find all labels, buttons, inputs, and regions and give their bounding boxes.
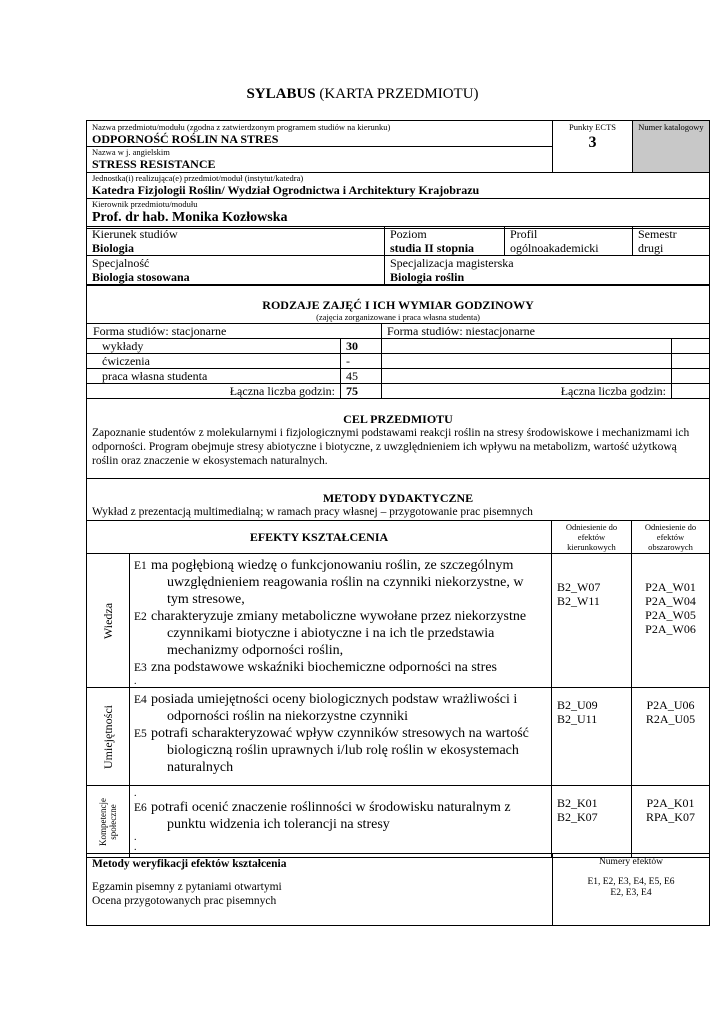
- goal-text: Zapoznanie studentów z molekularnymi i fizjologicznymi podstawami reakcji roślin na stresy środowiskowe i mechanizmami ich odporności. Program obejmuje stresy abiotyczne i biotyczne, z uwzględnieniem ich wpływu na metabolizm, wartość użytkową roślin oraz znaczenie w ekosystemach naturalnych.: [92, 427, 690, 467]
- course-head-label: Kierownik przedmiotu/modułu: [92, 199, 198, 209]
- total-hours-label-ns: Łączna liczba godzin:: [560, 384, 666, 398]
- field-refs-header: Odniesienie do efektów kierunkowych: [565, 522, 618, 552]
- ects-value: 3: [588, 134, 597, 151]
- effect-code: E2: [134, 611, 147, 623]
- profile-value: ogólnoakademicki: [510, 241, 599, 255]
- goal-methods-table: [86, 398, 710, 521]
- header-table: [86, 120, 710, 229]
- effect-group-row: [87, 554, 710, 688]
- area-refs-header: Odniesienie do efektów obszarowych: [644, 522, 697, 552]
- specialty-value: Biologia stosowana: [92, 270, 190, 284]
- class-row: [87, 369, 710, 384]
- effect-code: E1: [134, 560, 147, 572]
- class-hours: 30: [346, 339, 358, 353]
- class-row: [87, 339, 710, 354]
- total-hours-label: Łączna liczba godzin:: [229, 384, 335, 398]
- field-label: Kierunek studiów: [92, 227, 178, 241]
- effects-title: EFEKTY KSZTAŁCENIA: [249, 530, 389, 544]
- effects-table: [86, 520, 710, 858]
- stationary-label: Forma studiów: stacjonarne: [93, 324, 227, 338]
- effect-numbers: E2, E3, E4: [610, 888, 652, 898]
- total-hours-value: 75: [346, 384, 358, 398]
- effect-item: [134, 659, 547, 677]
- unit-label: Jednostka(i) realizująca(e) przedmiot/moduł (instytut/katedra): [92, 173, 304, 183]
- goal-title: CEL PRZEDMIOTU: [343, 412, 453, 426]
- verification-table: [86, 853, 710, 926]
- field-refs: B2_K01 B2_K07: [552, 786, 632, 858]
- classes-table: [86, 285, 710, 399]
- effect-text: charakteryzuje zmiany metaboliczne wywołane przez niekorzystne czynnikami biotyczne i abiotyczne i na ich tle przedstawia mechanizmy odporności roślin,: [151, 609, 527, 658]
- effect-text: potrafi scharakteryzować wpływ czynników stresowych na wartość biologiczną roślin uprawnych i/lub rolę roślin w ekosystemach naturalnych: [151, 726, 529, 775]
- specialty-label: Specjalność: [92, 256, 150, 270]
- effect-text: potrafi ocenić znaczenie roślinności w środowisku naturalnym z punktu widzenia ich tolerancji na stresy: [151, 800, 511, 832]
- effect-item: [134, 799, 547, 833]
- ects-label: Punkty ECTS: [569, 122, 616, 132]
- class-type-label: ćwiczenia: [102, 354, 150, 368]
- master-spec-label: Specjalizacja magisterska: [390, 256, 514, 270]
- methods-text: Wykład z prezentacją multimedialną; w ramach pracy własnej – przygotowanie prac pisemnych: [92, 506, 533, 518]
- effect-text: zna podstawowe wskaźniki biochemiczne odporności na stres: [151, 660, 498, 675]
- unit-value: Katedra Fizjologii Roślin/ Wydział Ogrodnictwa i Architektury Krajobrazu: [92, 183, 480, 197]
- effect-text: ma pogłębioną wiedzę o funkcjonowaniu roślin, ze szczególnym uwzględnieniem reagowania roślin na czynniki niekorzystne, w tym stresowe,: [151, 558, 524, 607]
- nonstationary-label: Forma studiów: niestacjonarne: [387, 324, 535, 338]
- effect-filler-dot: . .: [134, 832, 137, 853]
- semester-label: Semestr: [638, 227, 677, 241]
- class-hours: 45: [346, 369, 358, 383]
- level-label: Poziom: [390, 227, 427, 241]
- english-name-label: Nazwa w j. angielskim: [92, 147, 170, 157]
- verification-line: Ocena przygotowanych prac pisemnych: [92, 895, 277, 907]
- effect-numbers: E1, E2, E3, E4, E5, E6: [587, 877, 675, 887]
- effect-group-name: Kompetencje społeczne: [98, 797, 118, 846]
- page-title: SYLABUS (KARTA PRZEDMIOTU): [246, 86, 479, 102]
- level-value: studia II stopnia: [390, 241, 475, 255]
- effect-filler-dot: .: [134, 676, 137, 687]
- field-refs: B2_U09 B2_U11: [552, 688, 632, 786]
- classes-title: RODZAJE ZAJĘĆ I ICH WYMIAR GODZINOWY: [262, 298, 534, 312]
- class-type-label: wykłady: [102, 339, 144, 353]
- methods-title: METODY DYDAKTYCZNE: [322, 491, 474, 505]
- effect-code: E4: [134, 694, 147, 706]
- effect-group-name: Umiejętności: [101, 704, 115, 769]
- effect-code: E6: [134, 802, 147, 814]
- effect-group-row: [87, 786, 710, 858]
- effect-numbers-label: Numery efektów: [598, 857, 664, 867]
- effect-text: posiada umiejętności oceny biologicznych podstaw wrażliwości i odporności roślin na niekorzystne czynniki: [151, 692, 518, 724]
- catalog-number-label: Numer katalogowy: [638, 122, 704, 132]
- verification-title: Metody weryfikacji efektów kształcenia: [92, 858, 287, 870]
- field-value: Biologia: [92, 241, 135, 255]
- field-refs: B2_W07 B2_W11: [552, 554, 632, 688]
- verification-line: Egzamin pisemny z pytaniami otwartymi: [92, 881, 282, 893]
- effect-code: E5: [134, 728, 147, 740]
- semester-value: drugi: [638, 241, 664, 255]
- classes-subtitle: (zajęcia zorganizowane i praca własna studenta): [316, 312, 480, 322]
- effect-code: E3: [134, 662, 147, 674]
- course-name-value: ODPORNOŚĆ ROŚLIN NA STRES: [92, 132, 279, 146]
- course-head-value: Prof. dr hab. Monika Kozłowska: [92, 210, 288, 225]
- master-spec-value: Biologia roślin: [390, 270, 465, 284]
- profile-label: Profil: [510, 227, 538, 241]
- effect-item: [134, 608, 547, 659]
- area-refs: P2A_K01 RPA_K07: [632, 786, 710, 858]
- course-name-label: Nazwa przedmiotu/modułu (zgodna z zatwierdzonym programem studiów na kierunku): [92, 122, 391, 132]
- effect-filler-dot: .: [134, 788, 137, 799]
- class-type-label: praca własna studenta: [102, 369, 208, 383]
- effect-item: [134, 557, 547, 608]
- area-refs: P2A_W01 P2A_W04 P2A_W05 P2A_W06: [632, 554, 710, 688]
- effect-item: [134, 691, 547, 725]
- english-name-value: STRESS RESISTANCE: [92, 157, 216, 171]
- effect-group-name: Wiedza: [101, 602, 115, 639]
- effect-group-row: [87, 688, 710, 786]
- class-row: [87, 354, 710, 369]
- study-info-table: [86, 226, 710, 285]
- class-hours: -: [346, 354, 350, 368]
- area-refs: P2A_U06 R2A_U05: [632, 688, 710, 786]
- effect-item: [134, 725, 547, 776]
